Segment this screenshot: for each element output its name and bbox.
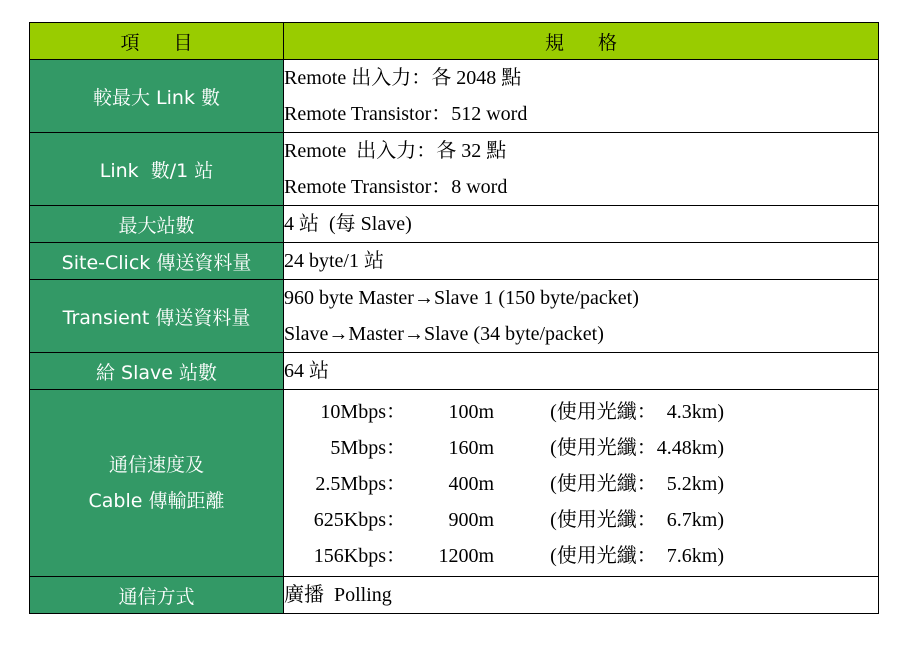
speed-distance: 1200m: [438, 545, 494, 567]
speed-rate: 156Kbps：: [313, 545, 406, 567]
row-label: 通信方式: [30, 577, 284, 614]
row-label-line: Cable 傳輸距離: [88, 490, 225, 512]
row-value: [284, 280, 879, 353]
value-line: Remote Transistor：512 word: [284, 103, 528, 125]
header-item-char: 項: [120, 32, 140, 54]
header-row: [30, 23, 879, 60]
row-label-line: 通信速度及: [108, 454, 204, 476]
speed-distance: 100m: [448, 401, 494, 423]
value-line: 64 站: [284, 360, 329, 382]
speed-line: [284, 394, 878, 430]
speed-rate: 625Kbps：: [313, 509, 406, 531]
speed-fiber: (使用光纖： 5.2km): [550, 473, 724, 495]
table-row: [30, 60, 879, 133]
speed-line: [284, 466, 878, 502]
row-label: Site-Click 傳送資料量: [30, 243, 284, 280]
table-row: [30, 133, 879, 206]
speed-fiber: (使用光纖： 7.6km): [550, 545, 724, 567]
table-row: [30, 206, 879, 243]
speed-rate: 10Mbps：: [320, 401, 406, 423]
speed-line: [284, 430, 878, 466]
header-spec: [284, 23, 879, 60]
value-line: Remote 出入力：各 32 點: [284, 140, 507, 162]
value-line: Remote 出入力：各 2048 點: [284, 67, 522, 89]
value-line: 4 站 (每 Slave): [284, 213, 412, 235]
speed-rate: 5Mbps：: [330, 437, 406, 459]
speed-line: [284, 538, 878, 574]
speed-fiber: (使用光纖： 6.7km): [550, 509, 724, 531]
speed-fiber: (使用光纖： 4.3km): [550, 401, 724, 423]
table-row: [30, 390, 879, 577]
value-line: 960 byte Master→Slave 1 (150 byte/packet): [284, 287, 639, 309]
spec-table: [29, 22, 879, 614]
speed-distance: 160m: [448, 437, 494, 459]
row-value: [284, 60, 879, 133]
table-row: [30, 577, 879, 614]
table-row: [30, 353, 879, 390]
header-spec-char: 規: [544, 32, 564, 54]
row-value: [284, 353, 879, 390]
row-value: [284, 243, 879, 280]
table-row: [30, 280, 879, 353]
row-label: 較最大 Link 數: [30, 60, 284, 133]
header-spec-char: 格: [598, 32, 618, 54]
speed-distance: 900m: [448, 509, 494, 531]
row-label: Transient 傳送資料量: [30, 280, 284, 353]
speed-distance: 400m: [448, 473, 494, 495]
value-line: 24 byte/1 站: [284, 250, 384, 272]
speed-fiber: (使用光纖：4.48km): [550, 437, 724, 459]
table-row: [30, 243, 879, 280]
row-label: 給 Slave 站數: [30, 353, 284, 390]
row-value: [284, 133, 879, 206]
value-line: Slave→Master→Slave (34 byte/packet): [284, 323, 604, 345]
row-label: 最大站數: [30, 206, 284, 243]
row-value: [284, 206, 879, 243]
value-line: Remote Transistor：8 word: [284, 176, 508, 198]
speed-line: [284, 502, 878, 538]
header-item: [30, 23, 284, 60]
row-value: [284, 390, 879, 577]
row-value: [284, 577, 879, 614]
header-item-char: 目: [173, 32, 193, 54]
row-label: [30, 390, 284, 577]
row-label: Link 數/1 站: [30, 133, 284, 206]
value-line: 廣播 Polling: [284, 584, 392, 606]
speed-rate: 2.5Mbps：: [315, 473, 406, 495]
